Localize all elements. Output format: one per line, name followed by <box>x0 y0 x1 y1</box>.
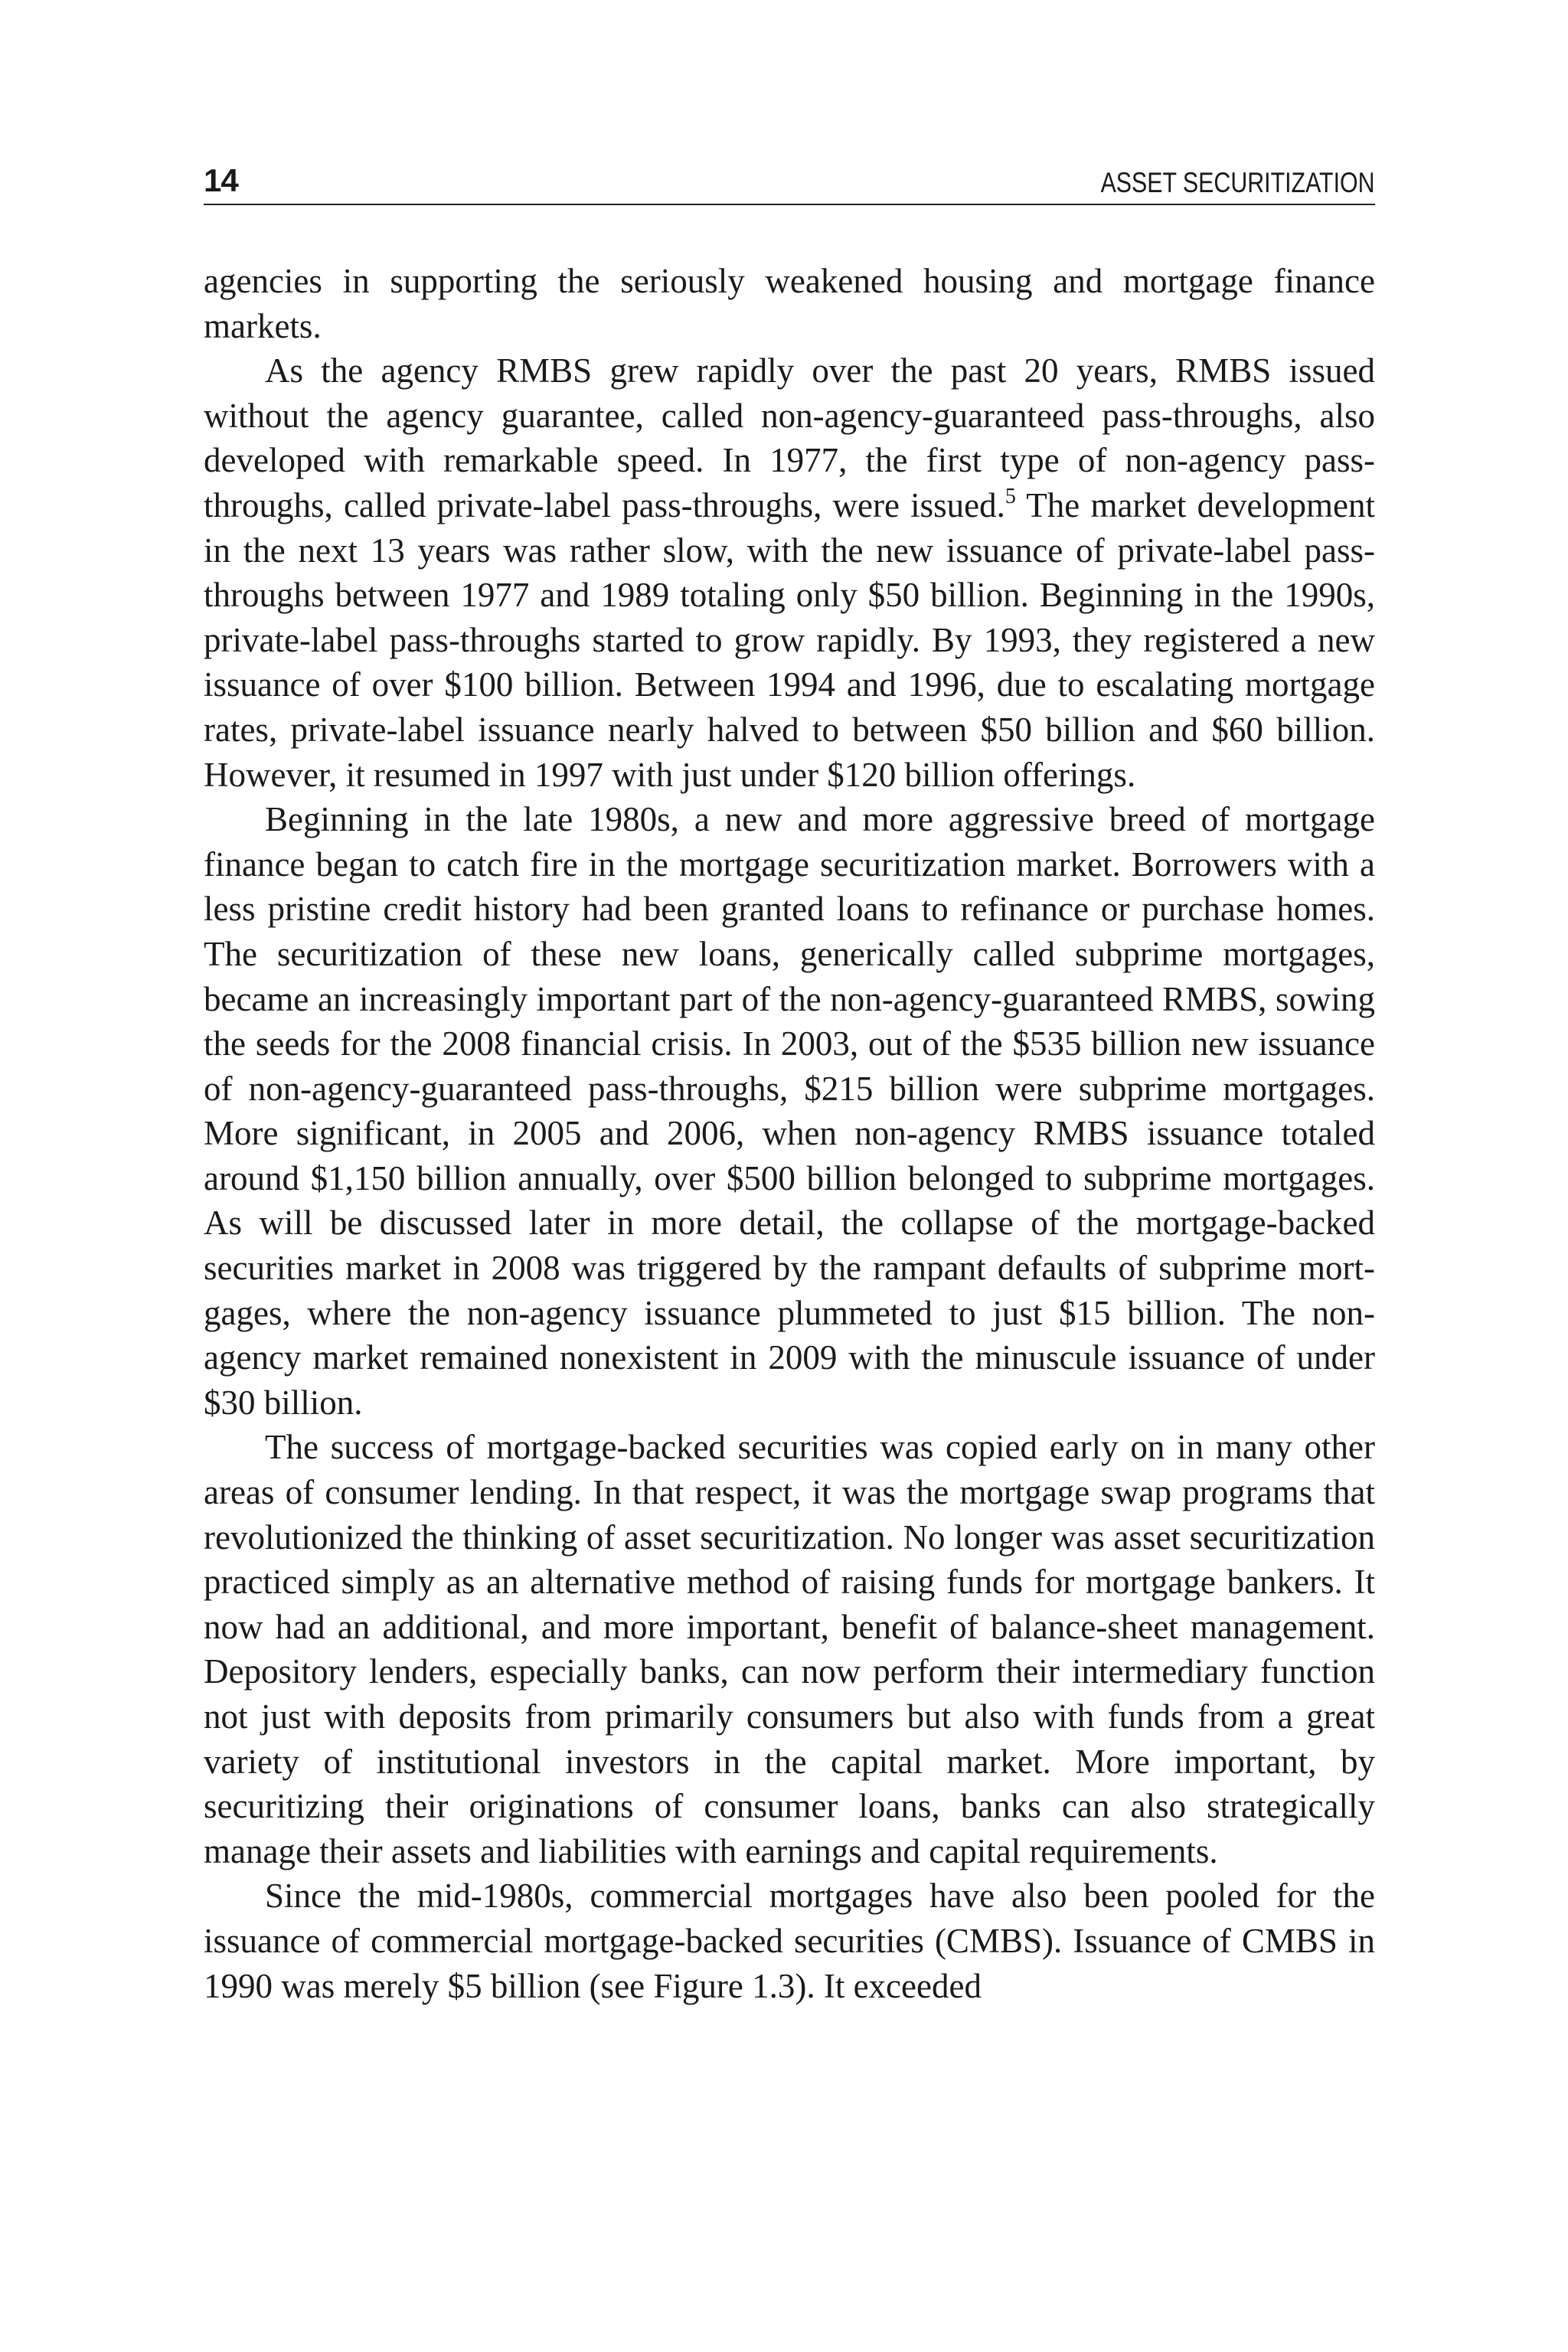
paragraph <box>204 348 1375 797</box>
paragraph: agencies in supporting the seriously weakened housing and mortgage finance markets. <box>204 262 1375 345</box>
running-title: ASSET SECURITIZATION <box>1101 167 1375 198</box>
running-header <box>204 158 1375 205</box>
paragraph-text: As the agency RMBS grew rapidly over the past 20 years, RMBS issued without the agency guarantee, called non-agency-guaranteed pass-throughs, also developed with remarkable speed. In 1977, the first type of non-agency pass-throughs, called private-label pass-throughs, were issued. <box>204 351 1375 524</box>
body-text <box>204 259 1375 2008</box>
paragraph: Beginning in the late 1980s, a new and more aggressive breed of mortgage finance began to catch fire in the mortgage securitization market. Borrowers with a less pristine credit history had been granted loans to refinance or purchase homes. The securitization of these new loans, generically called subprime mortgages, became an increasingly important part of the non-agency-guaranteed RMBS, sowing the seeds for the 2008 financial crisis. In 2003, out of the $535 billion new issuance of non-agency-guaranteed pass-throughs, $215 billion were subprime mortgages. More significant, in 2005 and 2006, when non-agency RMBS issuance totaled around $1,150 billion annually, over $500 billion belonged to subprime mortgages. As will be discussed later in more detail, the collapse of the mortgage-backed securities market in 2008 was triggered by the rampant defaults of subprime mortgages, where the non-agency issuance plummeted to just $15 billion. The non-agency market remained nonexistent in 2009 with the minuscule issuance of under $30 billion. <box>204 800 1375 1422</box>
paragraph: The success of mortgage-backed securities was copied early on in many other areas of consumer lending. In that respect, it was the mortgage swap programs that revolutionized the thinking of asset securitization. No longer was asset securitization practiced simply as an alternative method of raising funds for mortgage bankers. It now had an additional, and more important, benefit of balance-sheet management. Depository lenders, especially banks, can now perform their intermediary function not just with deposits from primarily consumers but also with funds from a great variety of institutional investors in the capital market. More important, by securitizing their originations of consumer loans, banks can also strategically manage their assets and liabilities with earnings and capital requirements. <box>204 1428 1375 1870</box>
paragraph: Since the mid-1980s, commercial mortgages have also been pooled for the issuance of commercial mortgage-backed securities (CMBS). Issuance of CMBS in 1990 was merely $5 billion (see Figure 1.3). It exceeded <box>204 1877 1375 2005</box>
footnote-reference: 5 <box>1004 484 1016 508</box>
paragraph-text: The market development in the next 13 years was rather slow, with the new issuance of private-label pass-throughs between 1977 and 1989 totaling only $50 billion. Beginning in the 1990s, private-label pass-throughs started to grow rapidly. By 1993, they registered a new issuance of over $100 billion. Between 1994 and 1996, due to escalating mortgage rates, private-label issuance nearly halved to between $50 billion and $60 billion. However, it resumed in 1997 with just under $120 billion offerings. <box>204 485 1376 794</box>
page-number: 14 <box>204 162 238 198</box>
